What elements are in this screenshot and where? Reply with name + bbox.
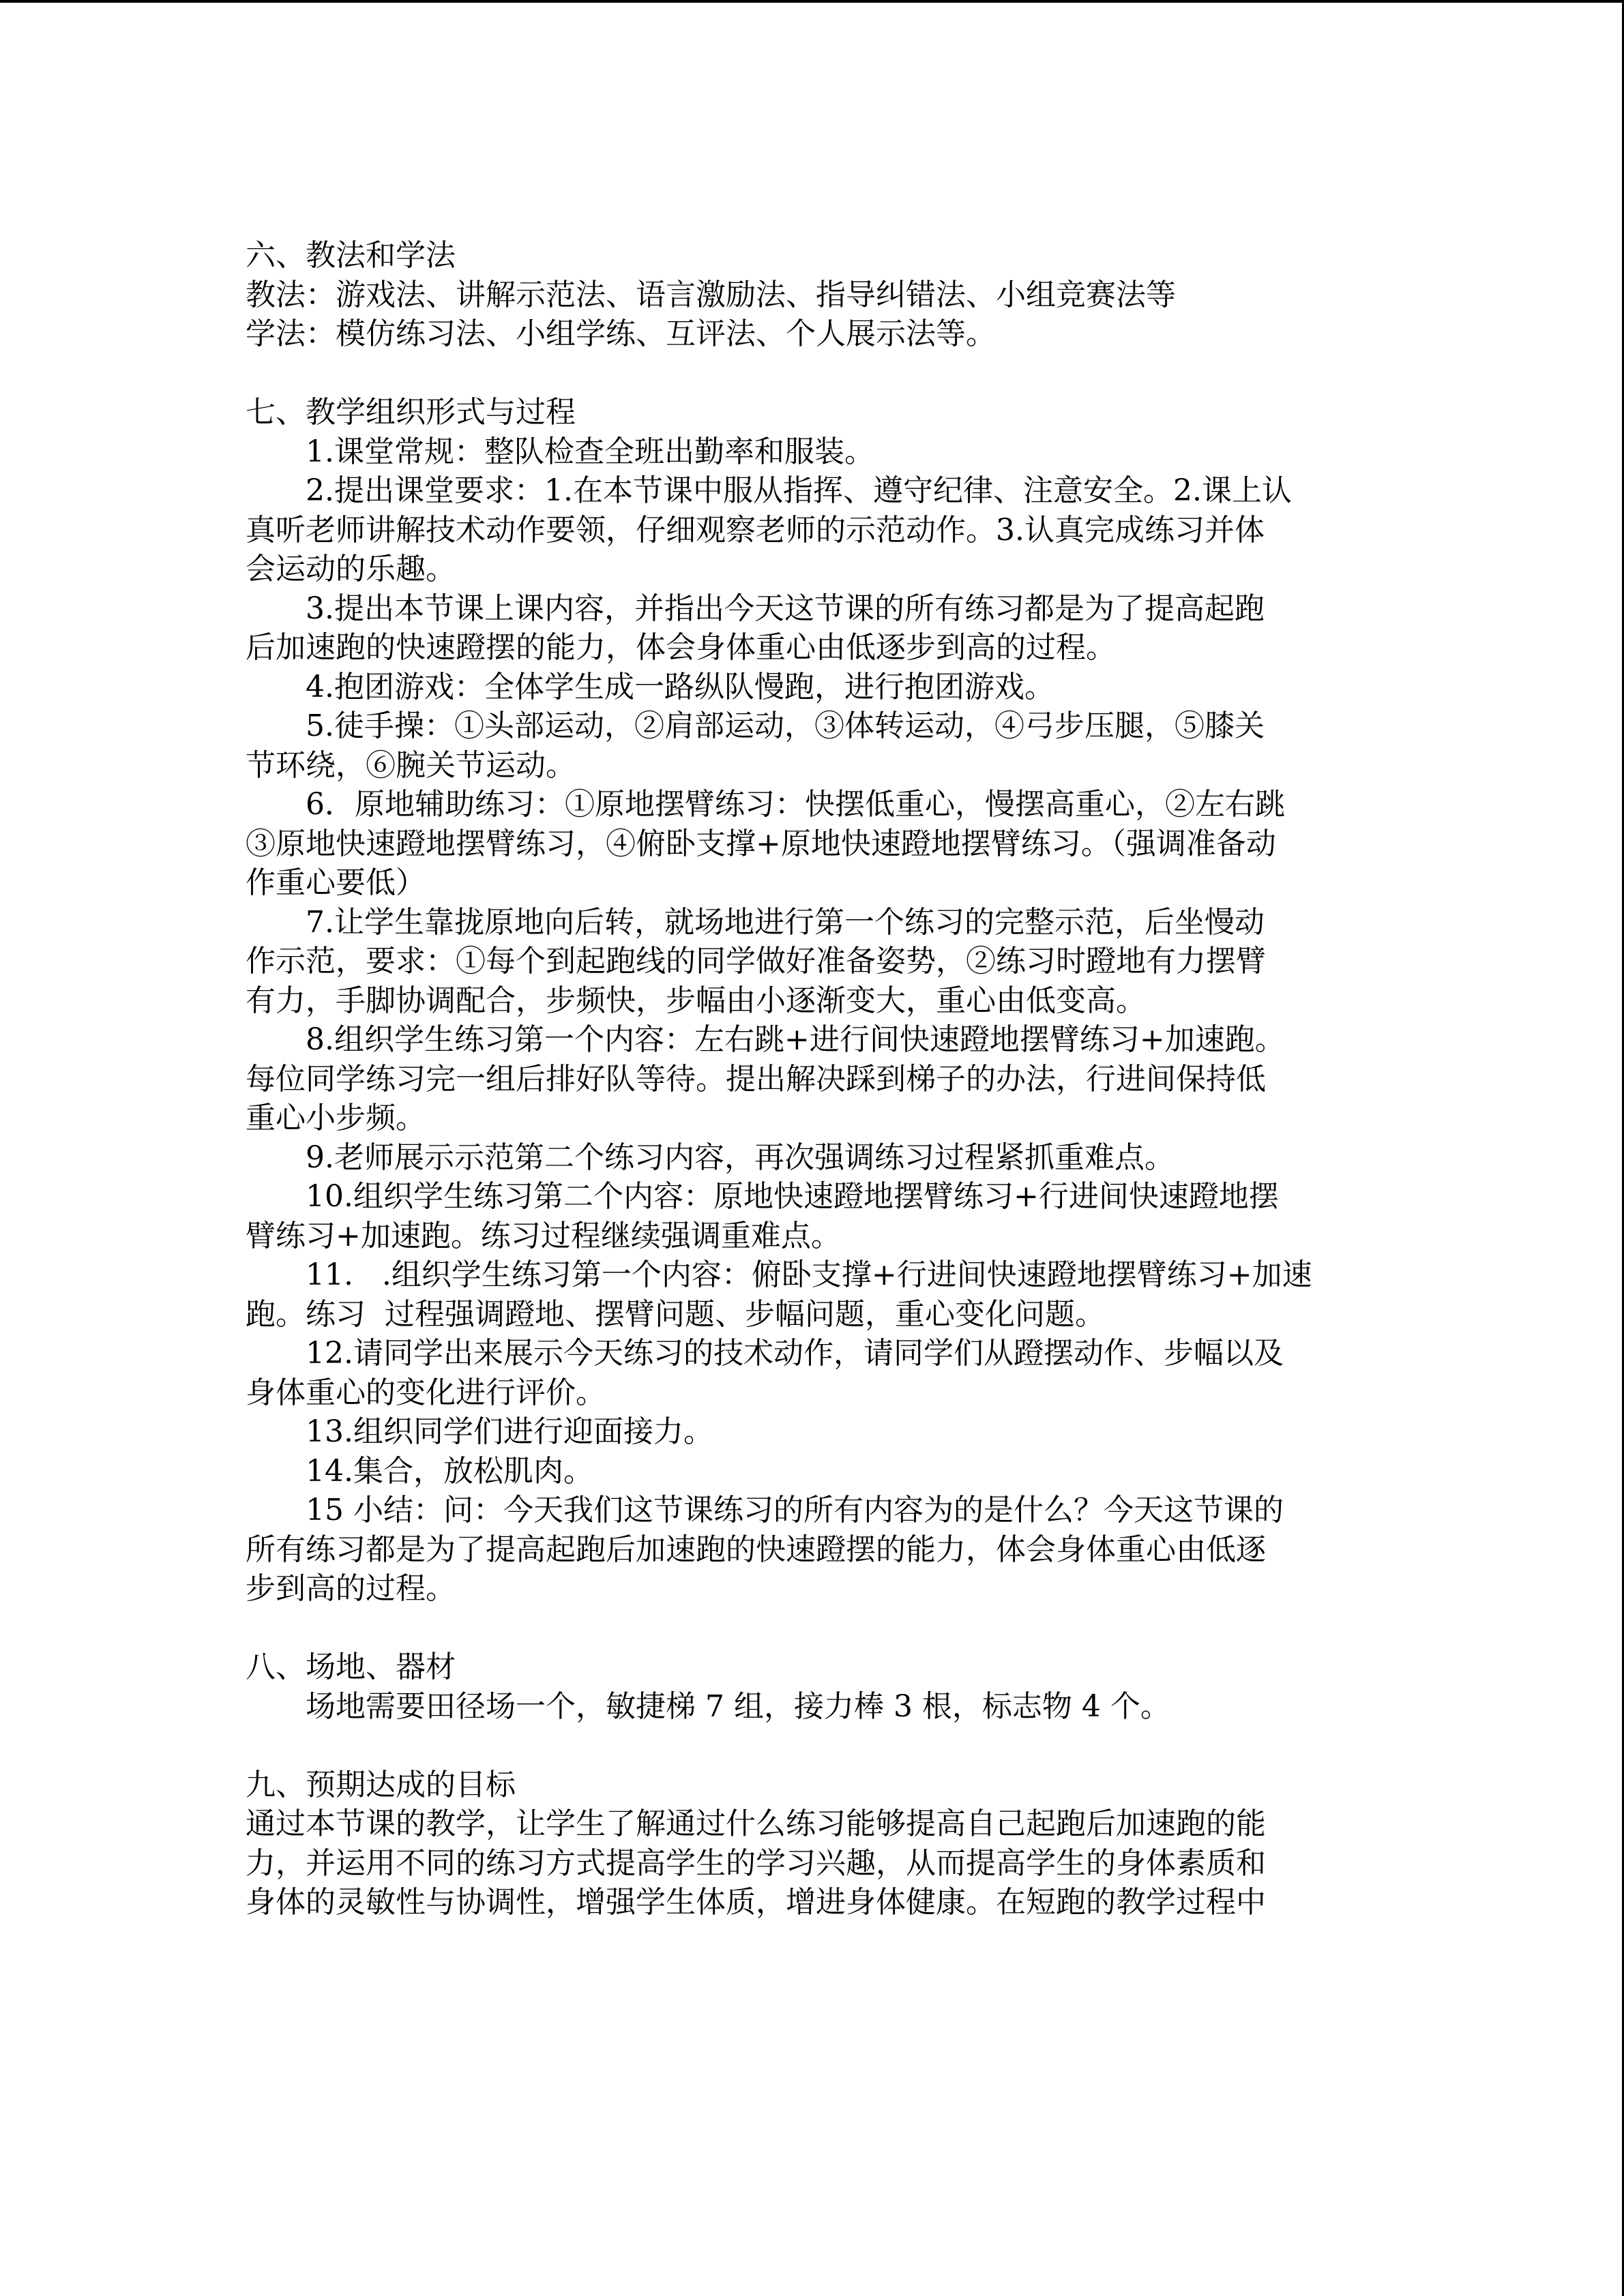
heading-goals: 九、预期达成的目标 — [246, 1767, 516, 1802]
blank-line — [246, 354, 1383, 393]
process-step-7-line-3: 有力，手脚协调配合，步频快，步幅由小逐渐变大，重心由低变高。 — [246, 983, 1146, 1018]
teaching-methods: 教法：游戏法、讲解示范法、语言激励法、指导纠错法、小组竞赛法等 — [246, 277, 1176, 312]
document-body — [246, 236, 1383, 1922]
process-step-4: 4.抱团游戏：全体学生成一路纵队慢跑，进行抱团游戏。 — [306, 669, 1054, 704]
heading-methods: 六、教法和学法 — [246, 238, 456, 273]
process-step-2-line-3: 会运动的乐趣。 — [246, 552, 456, 586]
process-step-11-line-1: 11. .组织学生练习第一个内容：俯卧支撑+行进间快速蹬地摆臂练习+加速 — [306, 1257, 1312, 1292]
goals-line-2: 力，并运用不同的练习方式提高学生的学习兴趣，从而提高学生的身体素质和 — [246, 1845, 1266, 1881]
process-step-3-line-1: 3.提出本节课上课内容，并指出今天这节课的所有练习都是为了提高起跑 — [306, 591, 1265, 626]
page-top-border — [0, 0, 1624, 3]
process-step-8-line-2: 每位同学练习完一组后排好队等待。提出解决踩到梯子的办法，行进间保持低 — [246, 1061, 1266, 1097]
heading-venue: 八、场地、器材 — [246, 1650, 456, 1684]
blank-line — [246, 1609, 1383, 1648]
process-step-10-line-1: 10.组织学生练习第二个内容：原地快速蹬地摆臂练习+行进间快速蹬地摆 — [306, 1179, 1279, 1214]
process-step-9: 9.老师展示示范第二个练习内容，再次强调练习过程紧抓重难点。 — [306, 1139, 1175, 1175]
process-step-7-line-2: 作示范，要求：①每个到起跑线的同学做好准备姿势，②练习时蹬地有力摆臂 — [246, 944, 1266, 979]
process-step-11-line-2: 跑。练习 过程强调蹬地、摆臂问题、步幅问题，重心变化问题。 — [246, 1296, 1105, 1332]
process-step-7-line-1: 7.让学生靠拢原地向后转，就场地进行第一个练习的完整示范，后坐慢动 — [306, 904, 1265, 940]
process-step-5-line-2: 节环绕，⑥腕关节运动。 — [246, 747, 576, 783]
process-step-12-line-2: 身体重心的变化进行评价。 — [246, 1375, 606, 1410]
process-step-6-line-2: ③原地快速蹬地摆臂练习，④俯卧支撑+原地快速蹬地摆臂练习。（强调准备动 — [246, 826, 1276, 861]
process-step-15-line-3: 步到高的过程。 — [246, 1571, 456, 1606]
process-step-2-line-1: 2.提出课堂要求：1.在本节课中服从指挥、遵守纪律、注意安全。2.课上认 — [306, 473, 1292, 508]
goals-line-1: 通过本节课的教学，让学生了解通过什么练习能够提高自己起跑后加速跑的能 — [246, 1806, 1266, 1841]
heading-process: 七、教学组织形式与过程 — [246, 395, 576, 430]
process-step-8-line-1: 8.组织学生练习第一个内容：左右跳+进行间快速蹬地摆臂练习+加速跑。 — [306, 1022, 1285, 1057]
process-step-8-line-3: 重心小步频。 — [246, 1101, 426, 1135]
venue-equipment: 场地需要田径场一个，敏捷梯 7 组，接力棒 3 根，标志物 4 个。 — [306, 1688, 1170, 1724]
process-step-14: 14.集合，放松肌肉。 — [306, 1453, 593, 1489]
process-step-1: 1.课堂常规：整队检查全班出勤率和服装。 — [306, 434, 874, 469]
process-step-6-line-1: 6．原地辅助练习：①原地摆臂练习：快摆低重心，慢摆高重心，②左右跳 — [306, 787, 1285, 822]
learning-methods: 学法：模仿练习法、小组学练、互评法、个人展示法等。 — [246, 316, 996, 351]
process-step-10-line-2: 臂练习+加速跑。练习过程继续强调重难点。 — [246, 1218, 841, 1253]
process-step-5-line-1: 5.徒手操：①头部运动，②肩部运动，③体转运动，④弓步压腿，⑤膝关 — [306, 709, 1265, 743]
process-step-6-line-3: 作重心要低） — [246, 865, 426, 900]
process-step-3-line-2: 后加速跑的快速蹬摆的能力，体会身体重心由低逐步到高的过程。 — [246, 630, 1116, 665]
process-step-15-line-2: 所有练习都是为了提高起跑后加速跑的快速蹬摆的能力，体会身体重心由低逐 — [246, 1532, 1266, 1567]
process-step-12-line-1: 12.请同学出来展示今天练习的技术动作，请同学们从蹬摆动作、步幅以及 — [306, 1336, 1284, 1371]
process-step-2-line-2: 真听老师讲解技术动作要领，仔细观察老师的示范动作。3.认真完成练习并体 — [246, 512, 1265, 548]
process-step-15-line-1: 15 小结：问：今天我们这节课练习的所有内容为的是什么？今天这节课的 — [306, 1493, 1284, 1527]
goals-line-3: 身体的灵敏性与协调性，增强学生体质，增进身体健康。在短跑的教学过程中 — [246, 1885, 1266, 1920]
blank-line — [246, 1726, 1383, 1765]
process-step-13: 13.组织同学们进行迎面接力。 — [306, 1414, 713, 1449]
